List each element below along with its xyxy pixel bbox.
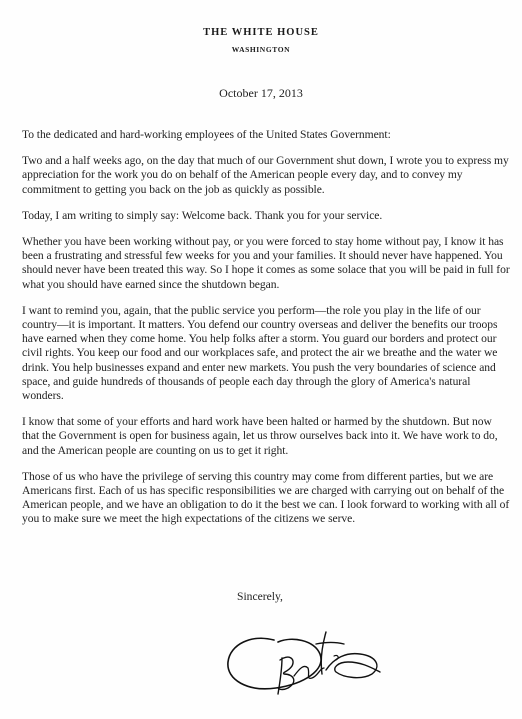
paragraph-4: I want to remind you, again, that the public service you perform—the role you play in the life of our country—it is important. It matters. You defend our country overseas and deliver the benefits our troops have earned when they come home. You help folks after a storm. You guard our borders and protect our civil rights. You keep our food and our workplaces safe, and protect the air we breathe and the water we drink. You help businesses expand and enter new markets. You push the very boundaries of science and space, and guide hundreds of thousands of people each day through the glory of America's natural wonders. [22,303,498,403]
paragraph-1: Two and a half weeks ago, on the day that much of our Government shut down, I wrote you to express my appreciation for the work you do on behalf of the American people every day, and to convey my commitment to getting you back on the job as quickly as possible. [22,154,509,196]
closing: Sincerely, [237,590,283,603]
letter-date: October 17, 2013 [219,86,303,100]
paragraph-6: Those of us who have the privilege of serving this country may come from different parties, but we are Americans first. Each of us has specific responsibilities we are charged with carrying out on behalf of the American people, and we have an obligation to do it the best we can. I look forward to working with all of you to make sure we meet the high expectations of the citizens we serve. [22,469,510,526]
letterhead-title: THE WHITE HOUSE [203,27,319,38]
paragraph-2: Today, I am writing to simply say: Welcome back. Thank you for your service. [22,208,383,222]
salutation: To the dedicated and hard-working employees of the United States Government: [22,128,391,141]
signature-icon [222,618,392,708]
letter-body [22,128,510,539]
letterhead [0,26,522,55]
paragraph-5: I know that some of your efforts and hard work have been halted or harmed by the shutdown. But now that the Government is open for business again, let us throw ourselves back into it. We have work to do, and the American people are counting on us to get it right. [22,415,498,457]
paragraph-3: Whether you have been working without pay, or you were forced to stay home without pay, I know it has been a frustrating and stressful few weeks for you and your families. It should never have happened. You should never have been treated this way. So I hope it comes as some solace that you will be paid in full for what you should have earned since the shutdown began. [22,235,510,291]
letterhead-subtitle: WASHINGTON [231,45,291,54]
